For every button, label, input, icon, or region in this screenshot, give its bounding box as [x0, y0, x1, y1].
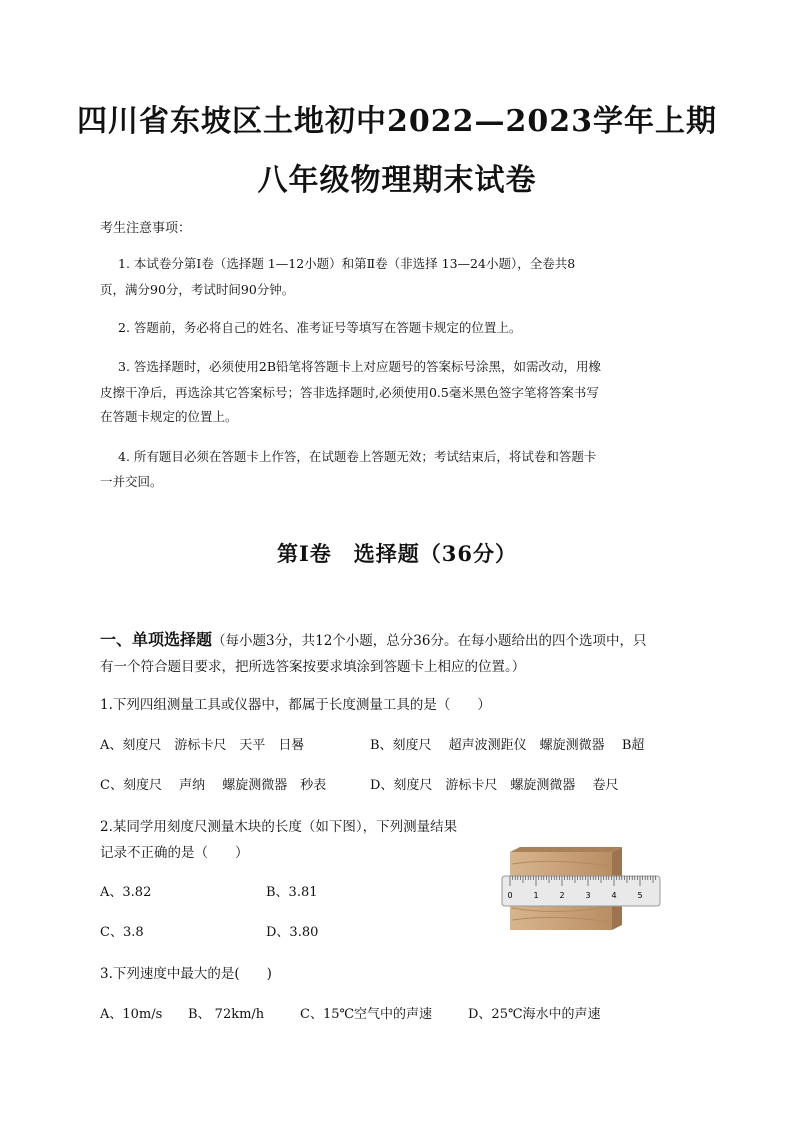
ruler-label-4: 4 [611, 891, 617, 900]
q1-stem: 1.下列四组测量工具或仪器中，都属于长度测量工具的是（ ） [100, 697, 491, 713]
q3-stem: 3.下列速度中最大的是( ) [100, 966, 272, 982]
q2-stem-line-1: 2.某同学用刻度尺测量木块的长度（如下图），下列测量结果 [100, 819, 458, 835]
section-title: 第Ⅰ卷 选择题（36分） [276, 541, 518, 566]
note-1-line-1: 1. 本试卷分第Ⅰ卷（选择题 1—12小题）和第Ⅱ卷（非选择 13—24小题），全卷共8 [118, 256, 576, 271]
q2-option-d: D、3.80 [266, 925, 319, 940]
wood-block-top [510, 847, 622, 852]
q2-option-c: C、3.8 [100, 925, 144, 940]
note-4-line-2: 一并交回。 [100, 474, 163, 489]
q3-option-d: D、25℃海水中的声速 [468, 1007, 601, 1022]
q3-option-b: B、 72km/h [188, 1007, 265, 1022]
part-desc-2: 有一个符合题目要求，把所选答案按要求填涂到答题卡上相应的位置。） [100, 659, 526, 675]
note-3-line-2: 皮擦干净后，再选涂其它答案标号；答非选择题时,必须使用0.5毫米黑色签字笔将答案书写 [100, 385, 599, 400]
q2-option-a: A、3.82 [100, 885, 152, 900]
q1-option-c: C、刻度尺 声纳 螺旋测微器 秒表 [100, 778, 327, 793]
q3-option-a: A、10m/s [100, 1007, 163, 1022]
notes-heading: 考生注意事项： [100, 221, 192, 236]
ruler-label-5: 5 [637, 891, 643, 900]
q2-stem-line-2: 记录不正确的是（ ） [100, 845, 249, 861]
ruler-wood-figure [500, 846, 665, 932]
ruler-label-3: 3 [585, 891, 591, 900]
q2-option-b: B、3.81 [266, 885, 318, 900]
q3-option-c: C、15℃空气中的声速 [300, 1007, 433, 1022]
note-3-line-1: 3. 答选择题时，必须使用2B铅笔将答题卡上对应题号的答案标号涂黑，如需改动，用橡 [118, 359, 602, 374]
q1-option-d: D、刻度尺 游标卡尺 螺旋测微器 卷尺 [370, 778, 619, 793]
part-desc-1: （每小题3分，共12个小题，总分36分。在每小题给出的四个选项中，只 [212, 633, 647, 649]
note-3-line-3: 在答题卡规定的位置上。 [100, 409, 238, 424]
q1-option-a: A、刻度尺 游标卡尺 天平 日晷 [100, 738, 305, 753]
q1-option-b: B、刻度尺 超声波测距仪 螺旋测微器 B超 [370, 738, 645, 753]
exam-title-line2: 八年级物理期末试卷 [257, 163, 537, 198]
ruler-body [502, 876, 660, 906]
note-4-line-1: 4. 所有题目必须在答题卡上作答，在试题卷上答题无效；考试结束后，将试卷和答题卡 [118, 449, 597, 464]
note-1-line-2: 页，满分90分，考试时间90分钟。 [100, 282, 295, 297]
ruler-label-1: 1 [533, 891, 539, 900]
part-heading [100, 627, 646, 650]
note-2-line-1: 2. 答题前，务必将自己的姓名、准考证号等填写在答题卡规定的位置上。 [118, 320, 522, 335]
exam-title-line1: 四川省东坡区土地初中2022—2023学年上期 [77, 104, 717, 139]
ruler-label-2: 2 [559, 891, 565, 900]
ruler-label-0: 0 [507, 891, 513, 900]
part-label: 一、单项选择题 [100, 630, 213, 649]
